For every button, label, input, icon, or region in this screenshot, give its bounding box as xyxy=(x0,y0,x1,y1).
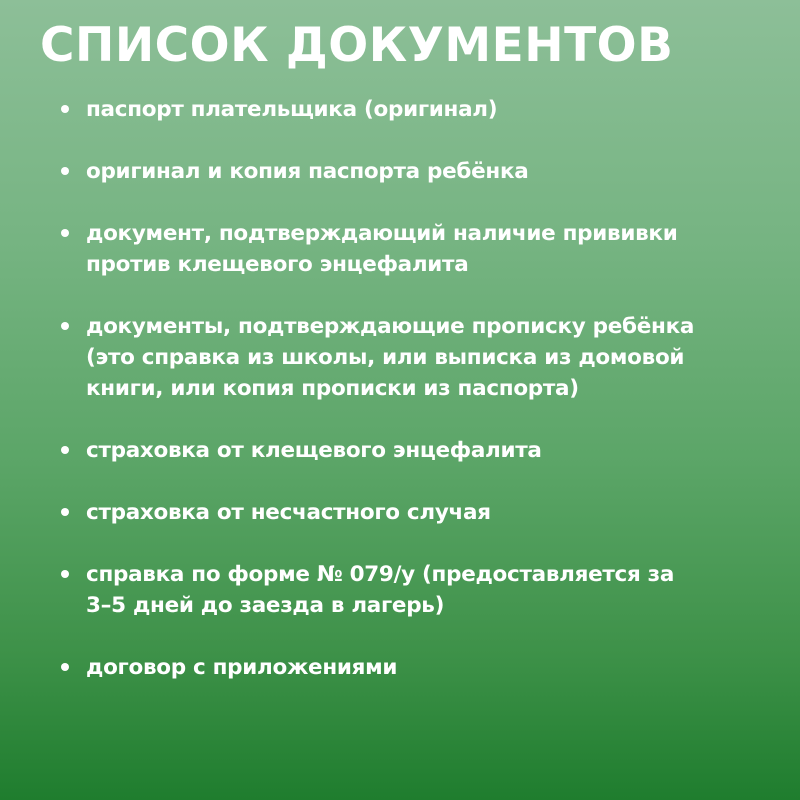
bullet-dot-icon xyxy=(61,508,69,516)
list-item-text: книги, или копия прописки из паспорта) xyxy=(86,376,579,401)
list-item-text: справка по форме № 079/у (предоставляется за xyxy=(86,562,675,587)
list-item-text: документ, подтверждающий наличие прививки xyxy=(86,221,678,246)
document-list xyxy=(58,94,778,714)
bullet-dot-icon xyxy=(61,446,69,454)
bullet-dot-icon xyxy=(61,105,69,113)
list-item xyxy=(58,652,778,683)
bullet-dot-icon xyxy=(61,167,69,175)
bullet-dot-icon xyxy=(61,322,69,330)
list-item-text: договор с приложениями xyxy=(86,655,398,680)
list-item-text: оригинал и копия паспорта ребёнка xyxy=(86,159,529,184)
bullet-dot-icon xyxy=(61,229,69,237)
bullet-dot-icon xyxy=(61,663,69,671)
list-item-text: паспорт плательщика (оригинал) xyxy=(86,97,498,122)
list-item xyxy=(58,94,778,125)
list-item xyxy=(58,559,778,621)
list-item xyxy=(58,435,778,466)
list-item-text: (это справка из школы, или выписка из домовой xyxy=(86,345,685,370)
list-item-text: документы, подтверждающие прописку ребёнка xyxy=(86,314,695,339)
bullet-dot-icon xyxy=(61,570,69,578)
list-item-text: страховка от клещевого энцефалита xyxy=(86,438,542,463)
list-item xyxy=(58,156,778,187)
list-item xyxy=(58,497,778,528)
page-title: СПИСОК ДОКУМЕНТОВ xyxy=(40,18,674,73)
list-item xyxy=(58,311,778,404)
list-item-text: страховка от несчастного случая xyxy=(86,500,491,525)
list-item-text: 3–5 дней до заезда в лагерь) xyxy=(86,593,445,618)
list-item xyxy=(58,218,778,280)
list-item-text: против клещевого энцефалита xyxy=(86,252,469,277)
